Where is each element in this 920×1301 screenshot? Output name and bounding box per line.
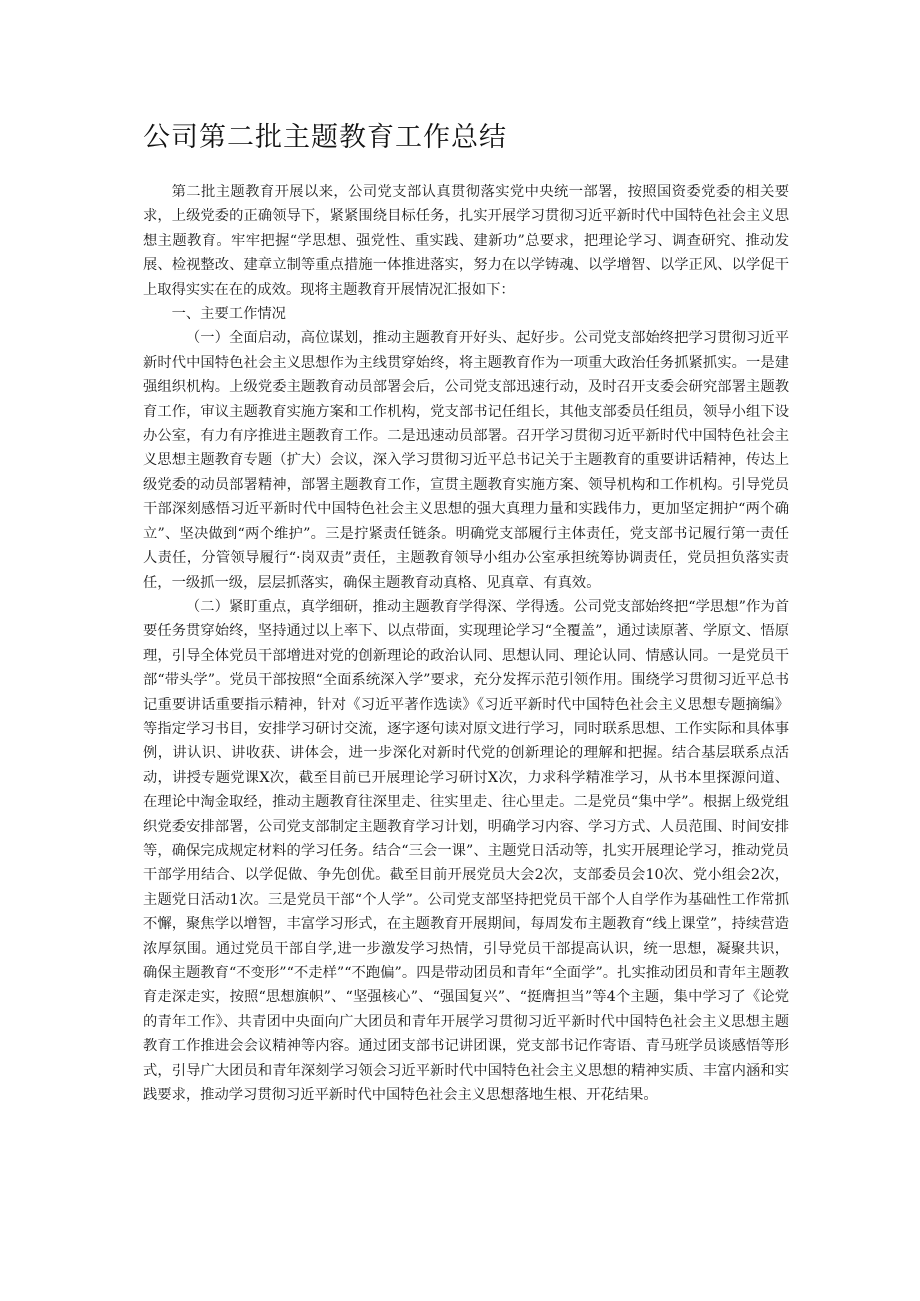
body-paragraph-2: （二）紧盯重点，真学细研，推动主题教育学得深、学得透。公司党支部始终把“学思想”作为首要任务贯穿始终，坚持通过以上率下、以点带面，实现理论学习“全覆盖”，通过读原著、学原文、悟原理，引导全体党员干部增进对党的创新理论的政治认同、思想认同、理论认同、情感认同。一是党员干部“带头学”。党员干部按照“全面系统深入学”要求，充分发挥示范引领作用。围绕学习贯彻习近平总书记重要讲话重要指示精神，针对《习近平著作选读》《习近平新时代中国特色社会主义思想专题摘编》等指定学习书目，安排学习研讨交流，逐字逐句读对原文进行学习，同时联系思想、工作实际和具体事例，讲认识、讲收获、讲体会，进一步深化对新时代党的创新理论的理解和把握。结合基层联系点活动，讲授专题党课X次，截至目前已开展理论学习研讨X次，力求科学精准学习，从书本里探源问道、在理论中淘金取经，推动主题教育往深里走、往实里走、往心里走。二是党员“集中学”。根据上级党组织党委安排部署，公司党支部制定主题教育学习计划，明确学习内容、学习方式、人员范围、时间安排等，确保完成规定材料的学习任务。结合“三会一课”、主题党日活动等，扎实开展理论学习，推动党员干部学用结合、以学促做、争先创优。截至目前开展党员大会2次，支部委员会10次、党小组会2次，主题党日活动1次。三是党员干部“个人学”。公司党支部坚持把党员干部个人自学作为基础性工作常抓不懈，聚焦学以增智，丰富学习形式，在主题教育开展期间，每周发布主题教育“线上课堂”，持续营造浓厚氛围。通过党员干部自学,进一步激发学习热情，引导党员干部提高认识，统一思想，凝聚共识，确保主题教育“不变形”“不走样”“不跑偏”。四是带动团员和青年“全面学”。扎实推动团员和青年主题教育走深走实，按照“思想旗帜”、“坚强核心”、“强国复兴”、“挺膺担当”等4个主题，集中学习了《论党的青年工作》、共青团中央面向广大团员和青年开展学习贯彻习近平新时代中国特色社会主义思想主题教育工作推进会会议精神等内容。通过团支部书记讲团课，党支部书记作寄语、青马班学员谈感悟等形式，引导广大团员和青年深刻学习领会习近平新时代中国特色社会主义思想的精神实质、丰富内涵和实践要求，推动学习贯彻习近平新时代中国特色社会主义思想落地生根、开花结果。 [143, 598, 789, 1104]
body-paragraph-1: （一）全面启动，高位谋划，推动主题教育开好头、起好步。公司党支部始终把学习贯彻习近平新时代中国特色社会主义思想作为主线贯穿始终，将主题教育作为一项重大政治任务抓紧抓实。一是建强组织机构。上级党委主题教育动员部署会后，公司党支部迅速行动，及时召开支委会研究部署主题教育工作，审议主题教育实施方案和工作机构，党支部书记任组长，其他支部委员任组员，领导小组下设办公室，有力有序推进主题教育工作。二是迅速动员部署。召开学习贯彻习近平新时代中国特色社会主义思想主题教育专题（扩大）会议，深入学习贯彻习近平总书记关于主题教育的重要讲话精神，传达上级党委的动员部署精神，部署主题教育工作，宣贯主题教育实施方案、领导机构和工作机构。引导党员干部深刻感悟习近平新时代中国特色社会主义思想的强大真理力量和实践伟力，更加坚定拥护“两个确立”、坚决做到“两个维护”。三是拧紧责任链条。明确党支部履行主体责任，党支部书记履行第一责任人责任，分管领导履行“·岗双责”责任，主题教育领导小组办公室承担统筹协调责任，党员担负落实责任，一级抓一级，层层抓落实，确保主题教育动真格、见真章、有真效。 [143, 330, 789, 591]
document-title: 公司第二批主题教育工作总结 [143, 122, 507, 153]
intro-paragraph: 第二批主题教育开展以来，公司党支部认真贯彻落实党中央统一部署，按照国资委党委的相关要求，上级党委的正确领导下，紧紧围绕目标任务，扎实开展学习贯彻习近平新时代中国特色社会主义思想主题教育。牢牢把握“学思想、强党性、重实践、建新功”总要求，把理论学习、调查研究、推动发展、检视整改、建章立制等重点措施一体推进落实，努力在以学铸魂、以学增智、以学正风、以学促干上取得实实在在的成效。现将主题教育开展情况汇报如下： [143, 184, 789, 298]
document-page [143, 118, 789, 1107]
section-heading: 一、主要工作情况 [171, 306, 286, 323]
